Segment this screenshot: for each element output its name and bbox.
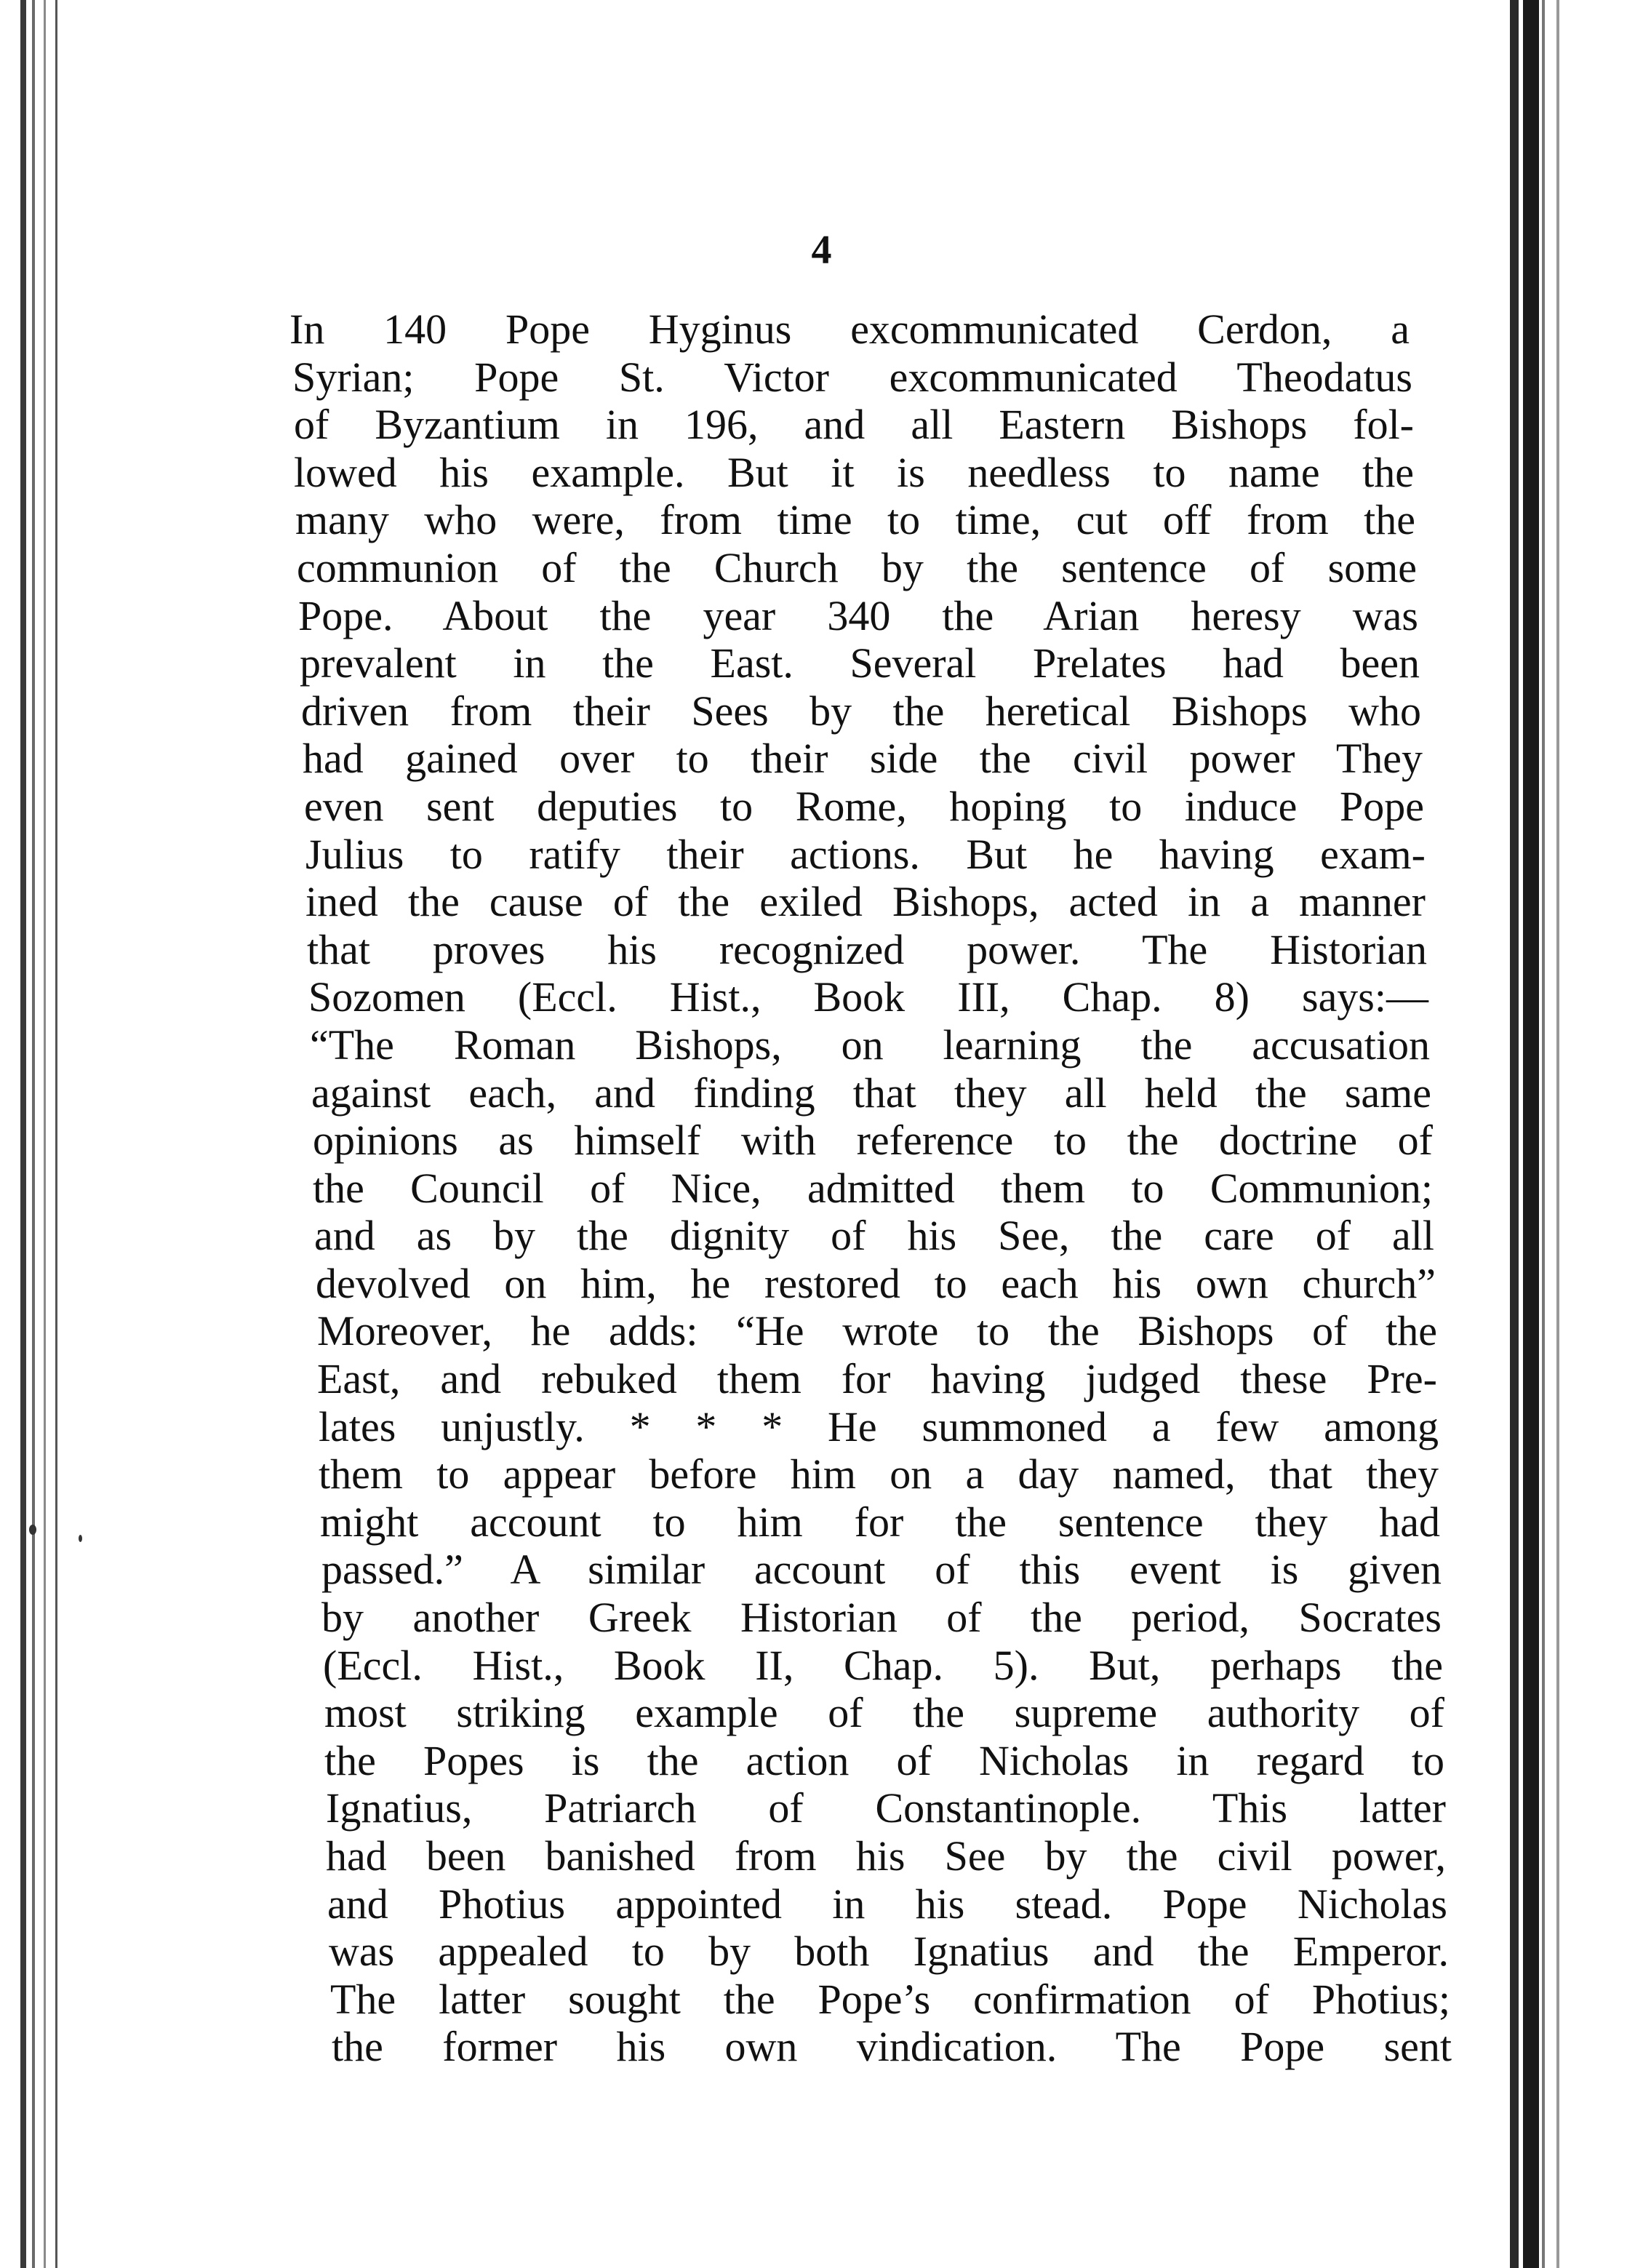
- text-line: by another Greek Historian of the period, Socrates: [321, 1594, 1442, 1642]
- scan-speck: [79, 1535, 82, 1542]
- text-line: of Byzantium in 196, and all Eastern Bishops fol-: [294, 401, 1414, 449]
- text-line: The latter sought the Pope’s confirmation of Photius;: [330, 1975, 1450, 2023]
- text-line: East, and rebuked them for having judged these Pre-: [317, 1355, 1437, 1403]
- text-line: that proves his recognized power. The Historian: [307, 925, 1427, 973]
- text-line: Sozomen (Eccl. Hist., Book III, Chap. 8) says:—: [308, 973, 1428, 1021]
- text-line: most striking example of the supreme authority of: [324, 1689, 1444, 1737]
- text-line: Moreover, he adds: “He wrote to the Bishops of the: [317, 1307, 1437, 1355]
- scan-speck: [29, 1525, 36, 1535]
- text-line: and as by the dignity of his See, the care of all: [314, 1212, 1434, 1260]
- text-line: might account to him for the sentence they had: [320, 1498, 1440, 1546]
- text-line: even sent deputies to Rome, hoping to induce Pope: [304, 782, 1424, 830]
- text-line: Pope. About the year 340 the Arian heresy was: [298, 591, 1418, 639]
- text-line: driven from their Sees by the heretical Bishops who: [301, 687, 1421, 735]
- text-line: opinions as himself with reference to the doctrine of: [313, 1117, 1433, 1165]
- text-line: prevalent in the East. Several Prelates had been: [300, 639, 1420, 687]
- page-number: 4: [811, 228, 832, 273]
- text-line: them to appear before him on a day named, that they: [319, 1450, 1439, 1498]
- text-line: In 140 Pope Hyginus excommunicated Cerdon, a: [289, 306, 1410, 353]
- body-text: [289, 306, 1452, 2071]
- text-line: communion of the Church by the sentence of some: [297, 543, 1417, 591]
- text-line: lates unjustly. * * * He summoned a few among: [319, 1402, 1439, 1450]
- text-line: passed.” A similar account of this event is given: [321, 1546, 1442, 1594]
- text-line: the Popes is the action of Nicholas in regard to: [324, 1736, 1444, 1784]
- text-line: had been banished from his See by the civil power,: [326, 1832, 1446, 1880]
- text-line: Julius to ratify their actions. But he having exam-: [305, 830, 1426, 878]
- text-line: devolved on him, he restored to each his own church”: [316, 1259, 1436, 1307]
- text-line: lowed his example. But it is needless to name the: [294, 448, 1414, 496]
- text-line: Ignatius, Patriarch of Constantinople. This latter: [326, 1784, 1446, 1832]
- text-line: (Eccl. Hist., Book II, Chap. 5). But, perhaps the: [323, 1641, 1443, 1689]
- text-line: many who were, from time to time, cut off from the: [295, 496, 1415, 544]
- text-line: the Council of Nice, admitted them to Communion;: [313, 1164, 1433, 1212]
- text-line: and Photius appointed in his stead. Pope Nicholas: [327, 1880, 1447, 1928]
- text-line: had gained over to their side the civil power They: [303, 735, 1423, 783]
- text-line: “The Roman Bishops, on learning the accusation: [310, 1021, 1430, 1069]
- text-line: against each, and finding that they all held the same: [311, 1069, 1431, 1117]
- text-line: Syrian; Pope St. Victor excommunicated Theodatus: [292, 353, 1412, 401]
- text-line: was appealed to by both Ignatius and the Emperor.: [329, 1928, 1449, 1976]
- text-line: the former his own vindication. The Pope sent: [332, 2023, 1452, 2071]
- text-line: ined the cause of the exiled Bishops, acted in a manner: [305, 878, 1426, 926]
